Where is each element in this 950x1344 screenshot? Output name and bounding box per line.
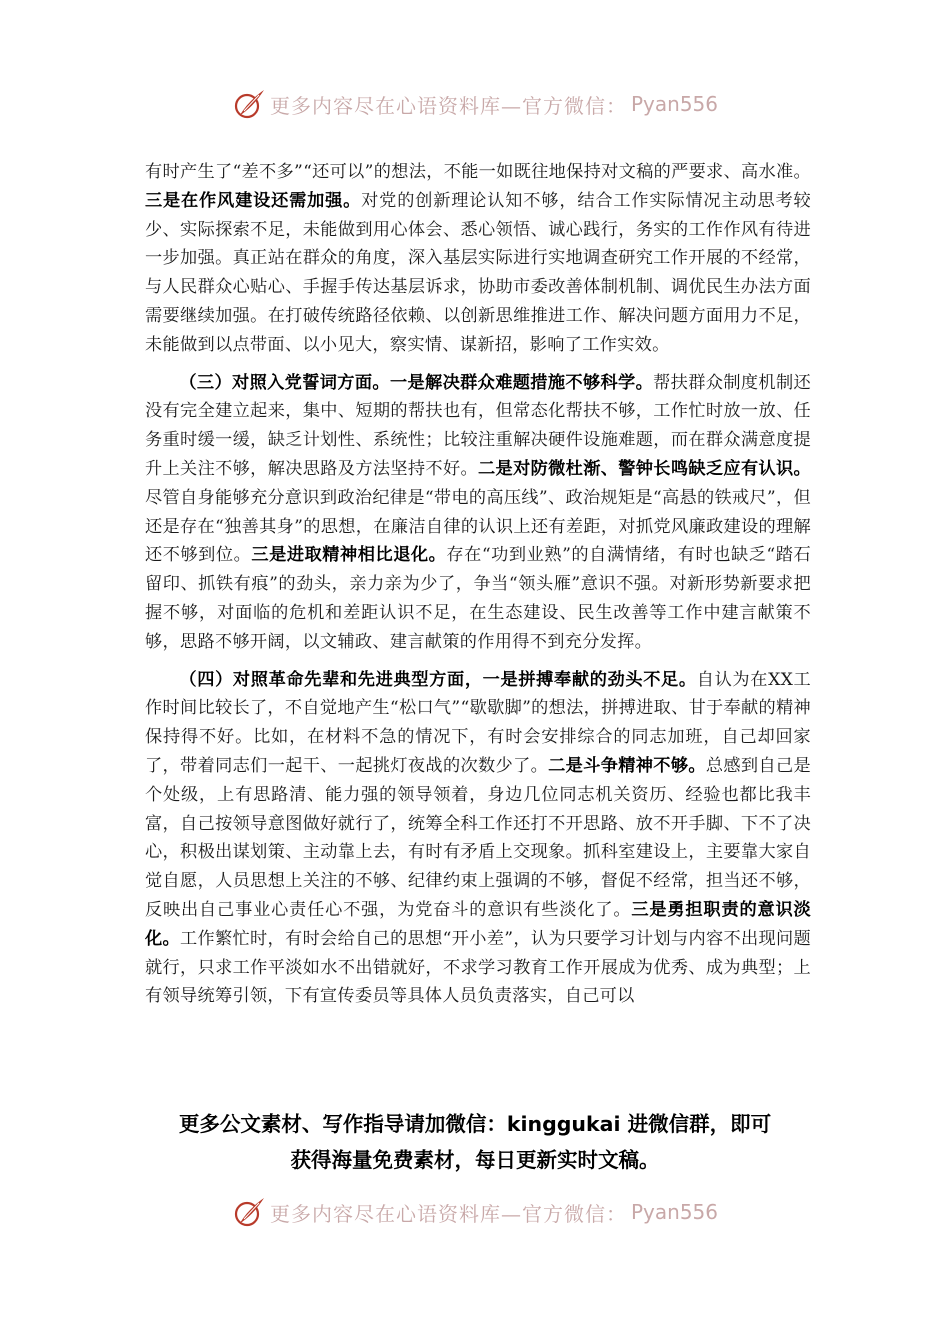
footer-banner-wechat-id: Pyan556	[630, 1200, 718, 1224]
header-banner-wechat-id: Pyan556	[630, 92, 718, 116]
header-banner-text: 更多内容尽在心语资料库—官方微信：	[269, 93, 627, 118]
promo-notice	[0, 1106, 950, 1178]
text-run: 尽管自身能够充分意识到政治纪律是“带电的高压线”、政治规矩是“高悬的铁戒尺”，但还是存在“独善其身”的思想，在廉洁自律的认识上还有差距，对抓党风廉政建设的理解还不够到位。	[145, 487, 811, 566]
bold-heading-run: （四）对照革命先辈和先进典型方面，一是拼搏奉献的劲头不足。	[179, 669, 697, 690]
feather-logo-icon	[232, 1195, 266, 1229]
paragraph-2	[145, 369, 811, 657]
header-banner	[0, 84, 950, 124]
paragraph-1	[145, 158, 811, 360]
footer-banner	[0, 1192, 950, 1232]
text-run: 自认为在XX工作时间比较长了，不自觉地产生“松口气”“歇歇脚”的想法，拼搏进取、甘于奉献的精神保持得不好。比如，在材料不急的情况下，有时会安排综合的同志加班，自己却回家了，带着同志们一起干、一起挑灯夜战的次数少了。	[145, 669, 812, 776]
bold-heading-run: 二是斗争精神不够。	[548, 755, 706, 776]
feather-logo-icon	[232, 87, 266, 121]
text-run: 有时产生了“差不多”“还可以”的想法，不能一如既往地保持对文稿的严要求、高水准。	[145, 162, 811, 182]
bold-heading-run: （三）对照入党誓词方面。一是解决群众难题措施不够科学。	[179, 372, 654, 393]
bold-heading-run: 三是勇担职责的意识淡化。	[145, 899, 811, 949]
text-run: 对党的创新理论认知不够，结合工作实际情况主动思考较少、实际探索不足，未能做到用心体会、悉心领悟、诚心践行，务实的工作作风有待进一步加强。真正站在群众的角度，深入基层实际进行实地调查研究工作开展的不经常，与人民群众心贴心、手握手传达基层诉求，协助市委改善体制机制、调优民生办法方面需要继续加强。在打破传统路径依赖、以创新思维推进工作、解决问题方面用力不足，未能做到以点带面、以小见大，察实情、谋新招，影响了工作实效。	[145, 190, 811, 355]
bold-heading-run: 二是对防微杜渐、警钟长鸣缺乏应有认识。	[478, 458, 812, 479]
bold-heading-run: 三是进取精神相比退化。	[251, 545, 447, 566]
text-run: 存在“功到业熟”的自满情绪，有时也缺乏“踏石留印、抓铁有痕”的劲头，亲力亲为少了，争当“领头雁”意识不强。对新形势新要求把握不够，对面临的危机和差距认识不足，在生态建设、民生改善等工作中建言献策不够，思路不够开阔，以文辅政、建言献策的作用得不到充分发挥。	[145, 545, 811, 652]
text-run: 帮扶群众制度机制还没有完全建立起来，集中、短期的帮扶也有，但常态化帮扶不够，工作忙时放一放、任务重时缓一缓，缺乏计划性、系统性；比较注重解决硬件设施难题，而在群众满意度提升上关注不够，解决思路及方法坚持不好。	[145, 372, 811, 479]
text-run: 总感到自己是个处级，上有思路清、能力强的领导领着，身边几位同志机关资历、经验也都比我丰富，自己按领导意图做好就行了，统筹全科工作还打不开思路、放不开手脚、下不了决心，积极出谋划策、主动靠上去，有时有矛盾上交现象。抓科室建设上，主要靠大家自觉自愿，人员思想上关注的不够、纪律约束上强调的不够，督促不经常，担当还不够，反映出自己事业心责任心不强，为党奋斗的意识有些淡化了。	[145, 755, 811, 920]
promo-line-2: 获得海量免费素材，每日更新实时文稿。	[290, 1148, 660, 1172]
promo-line-1: 更多公文素材、写作指导请加微信：kinggukai 进微信群，即可	[178, 1112, 772, 1136]
document-body	[145, 158, 811, 1011]
paragraph-3	[145, 666, 811, 1012]
text-run: 工作繁忙时，有时会给自己的思想“开小差”，认为只要学习计划与内容不出现问题就行，只求工作平淡如水不出错就好，不求学习教育工作开展成为优秀、成为典型；上有领导统筹引领，下有宣传委员等具体人员负责落实，自己可以	[145, 928, 811, 1007]
bold-heading-run: 三是在作风建设还需加强。	[145, 190, 362, 211]
footer-banner-text: 更多内容尽在心语资料库—官方微信：	[269, 1201, 627, 1226]
